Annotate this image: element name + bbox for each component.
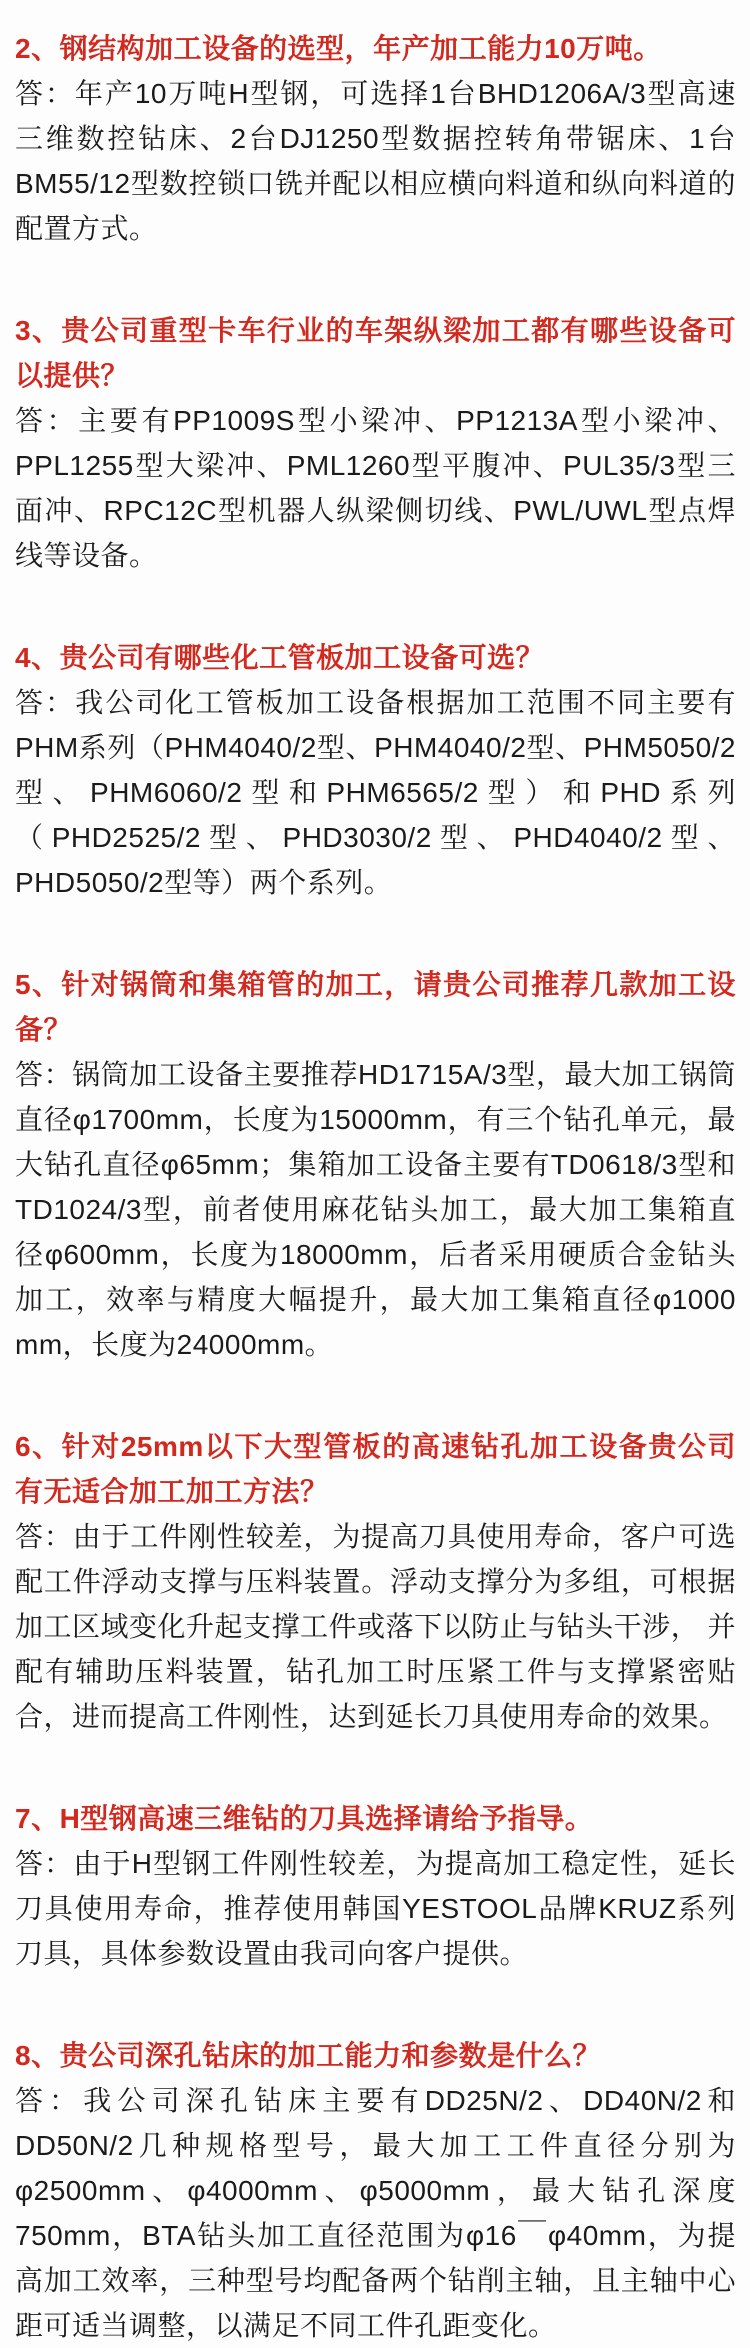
faq-question: 8、贵公司深孔钻床的加工能力和参数是什么？ [15, 2040, 602, 2071]
faq-question: 3、贵公司重型卡车行业的车架纵梁加工都有哪些设备可以提供？ [15, 315, 736, 391]
faq-question: 2、钢结构加工设备的选型，年产加工能力10万吨。 [15, 33, 662, 64]
faq-answer: 答：我公司深孔钻床主要有DD25N/2、DD40N/2和DD50N/2几种规格型号，最大加工工件直径分别为φ2500mm、φ4000mm、φ5000mm，最大钻孔深度750mm，BTA钻头加工直径范围为φ16￣φ40mm，为提高加工效率，三种型号均配备两个钻削主轴，且主轴中心距可适当调整，以满足不同工件孔距变化。 [15, 2085, 736, 2341]
faq-answer: 答：年产10万吨H型钢，可选择1台BHD1206A/3型高速三维数控钻床、2台DJ1250型数据控转角带锯床、1台BM55/12型数控锁口铣并配以相应横向料道和纵向料道的配置方式。 [15, 78, 736, 244]
faq-answer: 答：由于H型钢工件刚性较差，为提高加工稳定性，延长刀具使用寿命，推荐使用韩国YESTOOL品牌KRUZ系列刀具，具体参数设置由我司向客户提供。 [15, 1848, 736, 1969]
faq-answer: 答：由于工件刚性较差，为提高刀具使用寿命，客户可选配工件浮动支撑与压料装置。浮动支撑分为多组，可根据加工区域变化升起支撑工件或落下以防止与钻头干涉， 并配有辅助压料装置，钻孔加工时压紧工件与支撑紧密贴合，进而提高工件刚性，达到延长刀具使用寿命的效果。 [15, 1521, 736, 1732]
faq-section-6 [15, 1424, 736, 1739]
faq-section-5 [15, 962, 736, 1367]
faq-section-7 [15, 1796, 736, 1976]
faq-section-3 [15, 308, 736, 578]
faq-question: 7、H型钢高速三维钻的刀具选择请给予指导。 [15, 1803, 594, 1834]
faq-section-4 [15, 635, 736, 905]
faq-section-2 [15, 26, 736, 251]
faq-question: 5、针对锅筒和集箱管的加工，请贵公司推荐几款加工设备？ [15, 969, 736, 1045]
faq-answer: 答：我公司化工管板加工设备根据加工范围不同主要有PHM系列（PHM4040/2型、PHM4040/2型、PHM5050/2型、PHM6060/2型和PHM6565/2型）和PHD系列（PHD2525/2型、PHD3030/2型、PHD4040/2型、PHD5050/2型等）两个系列。 [15, 687, 736, 898]
faq-section-8 [15, 2033, 736, 2348]
faq-answer: 答：主要有PP1009S型小梁冲、PP1213A型小梁冲、PPL1255型大梁冲、PML1260型平腹冲、PUL35/3型三面冲、RPC12C型机器人纵梁侧切线、PWL/UWL型点焊线等设备。 [15, 405, 736, 571]
faq-question: 4、贵公司有哪些化工管板加工设备可选？ [15, 642, 545, 673]
faq-answer: 答：锅筒加工设备主要推荐HD1715A/3型，最大加工锅筒直径φ1700mm，长度为15000mm，有三个钻孔单元，最大钻孔直径φ65mm；集箱加工设备主要有TD0618/3型和TD1024/3型，前者使用麻花钻头加工，最大加工集箱直径φ600mm，长度为18000mm，后者采用硬质合金钻头加工，效率与精度大幅提升，最大加工集箱直径φ1000 mm，长度为24000mm。 [15, 1059, 736, 1360]
faq-question: 6、针对25mm以下大型管板的高速钻孔加工设备贵公司有无适合加工加工方法？ [15, 1431, 736, 1507]
